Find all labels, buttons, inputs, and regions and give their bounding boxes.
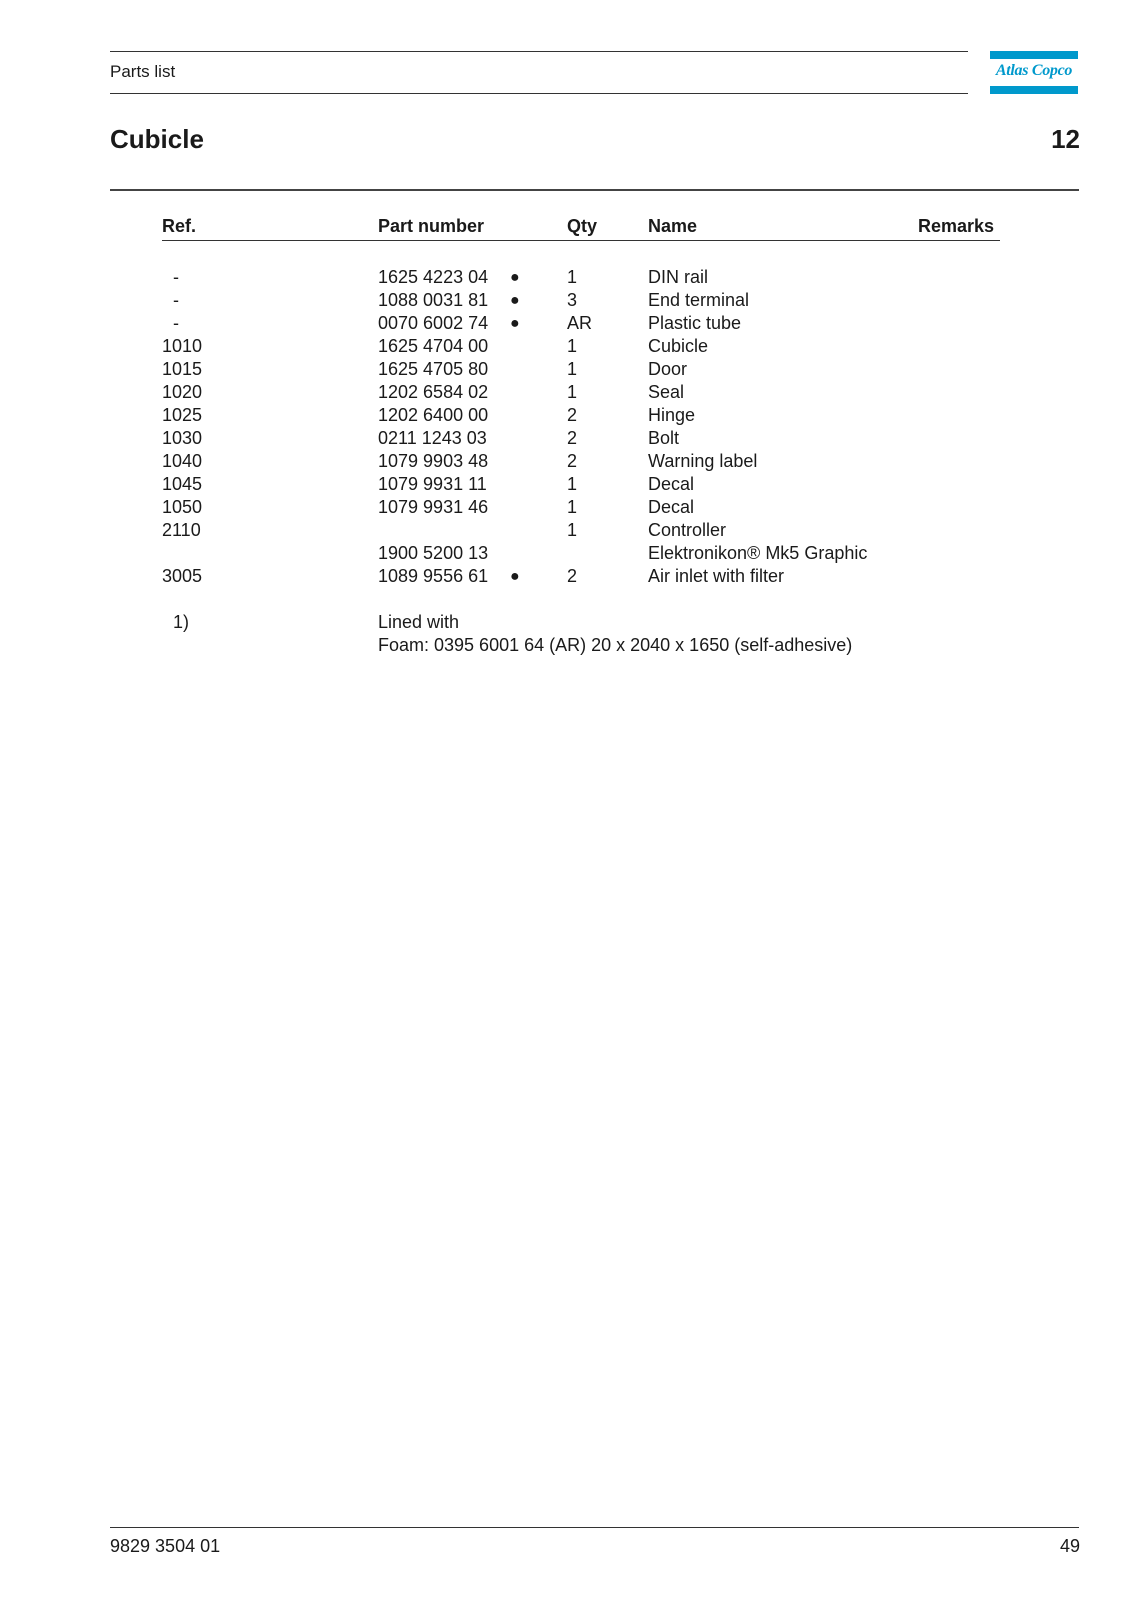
table-row <box>0 404 1131 427</box>
column-header-remarks: Remarks <box>918 216 995 236</box>
table-header-rule <box>162 240 1000 241</box>
qty-cell: 1 <box>567 359 578 379</box>
ref-cell: 1025 <box>162 405 203 425</box>
table-row <box>0 565 1131 588</box>
qty-cell: 1 <box>567 520 578 540</box>
header-top-rule <box>110 51 968 52</box>
logo-top-bar <box>990 51 1078 59</box>
logo-wordmark: Atlas Copco <box>995 62 1073 79</box>
section-number: 12 <box>1051 124 1080 154</box>
qty-cell: 1 <box>567 382 578 402</box>
table-row <box>0 381 1131 404</box>
ref-cell: - <box>173 313 179 333</box>
name-cell: Elektronikon® Mk5 Graphic <box>648 543 868 563</box>
part-number-cell: 0211 1243 03 <box>378 428 487 448</box>
table-row <box>0 358 1131 381</box>
ref-cell: 1050 <box>162 497 203 517</box>
logo-bottom-bar <box>990 86 1078 94</box>
table-row <box>0 427 1131 450</box>
name-cell: Controller <box>648 520 727 540</box>
table-row <box>0 473 1131 496</box>
column-header-part-number: Part number <box>378 216 485 236</box>
header-section-label: Parts list <box>110 62 176 81</box>
name-cell: Plastic tube <box>648 313 742 333</box>
part-number-cell: 1625 4223 04 <box>378 267 489 287</box>
qty-cell: 3 <box>567 290 578 310</box>
part-number-cell: 1625 4704 00 <box>378 336 489 356</box>
ref-cell: 1020 <box>162 382 203 402</box>
name-cell: DIN rail <box>648 267 709 287</box>
ref-cell: 1030 <box>162 428 203 448</box>
table-row <box>0 312 1131 335</box>
page-title: Cubicle <box>110 124 204 154</box>
table-row <box>0 289 1131 312</box>
part-number-cell: 1202 6400 00 <box>378 405 489 425</box>
ref-cell: 2110 <box>162 520 201 540</box>
part-number-cell: 1900 5200 13 <box>378 543 489 563</box>
qty-cell: 2 <box>567 451 578 471</box>
column-header-ref: Ref. <box>162 216 197 236</box>
footer-rule <box>110 1527 1079 1528</box>
table-row <box>0 519 1131 542</box>
table-row <box>0 496 1131 519</box>
ref-cell: 1010 <box>162 336 203 356</box>
ref-cell: - <box>173 267 179 287</box>
qty-cell: 2 <box>567 405 578 425</box>
name-cell: Door <box>648 359 688 379</box>
bullet-marker: ● <box>510 315 520 332</box>
table-row <box>0 450 1131 473</box>
title-rule <box>110 189 1079 191</box>
qty-cell: 1 <box>567 497 578 517</box>
table-row <box>0 266 1131 289</box>
name-cell: Seal <box>648 382 685 402</box>
part-number-cell: 1089 9556 61 <box>378 566 489 586</box>
name-cell: Warning label <box>648 451 758 471</box>
atlas-copco-logo <box>990 51 1078 94</box>
name-cell: Hinge <box>648 405 696 425</box>
ref-cell: 1045 <box>162 474 203 494</box>
name-cell: Cubicle <box>648 336 709 356</box>
part-number-cell: 0070 6002 74 <box>378 313 489 333</box>
part-number-cell: 1079 9931 11 <box>378 474 487 494</box>
bullet-marker: ● <box>510 568 520 585</box>
name-cell: Decal <box>648 497 695 517</box>
document-number: 9829 3504 01 <box>110 1536 221 1556</box>
table-row <box>0 335 1131 358</box>
qty-cell: 2 <box>567 566 578 586</box>
qty-cell: 1 <box>567 336 578 356</box>
qty-cell: AR <box>567 313 593 333</box>
name-cell: End terminal <box>648 290 750 310</box>
ref-cell: - <box>173 290 179 310</box>
ref-cell: 1040 <box>162 451 203 471</box>
footnote-line-1: Lined with <box>378 612 460 632</box>
part-number-cell: 1088 0031 81 <box>378 290 489 310</box>
name-cell: Air inlet with filter <box>648 566 785 586</box>
qty-cell: 2 <box>567 428 578 448</box>
part-number-cell: 1625 4705 80 <box>378 359 489 379</box>
name-cell: Bolt <box>648 428 680 448</box>
column-header-name: Name <box>648 216 698 236</box>
name-cell: Decal <box>648 474 695 494</box>
bullet-marker: ● <box>510 269 520 286</box>
part-number-cell: 1079 9903 48 <box>378 451 489 471</box>
column-header-qty: Qty <box>567 216 598 236</box>
bullet-marker: ● <box>510 292 520 309</box>
part-number-cell: 1202 6584 02 <box>378 382 489 402</box>
page-number: 49 <box>1059 1536 1080 1556</box>
table-row <box>0 542 1131 565</box>
ref-cell: 1015 <box>162 359 203 379</box>
footnote-line-2: Foam: 0395 6001 64 (AR) 20 x 2040 x 1650 (self-adhesive) <box>378 635 853 655</box>
header-bottom-rule <box>110 93 968 94</box>
ref-cell: 3005 <box>162 566 203 586</box>
footnote-marker: 1) <box>173 612 190 632</box>
qty-cell: 1 <box>567 474 578 494</box>
part-number-cell: 1079 9931 46 <box>378 497 489 517</box>
qty-cell: 1 <box>567 267 578 287</box>
